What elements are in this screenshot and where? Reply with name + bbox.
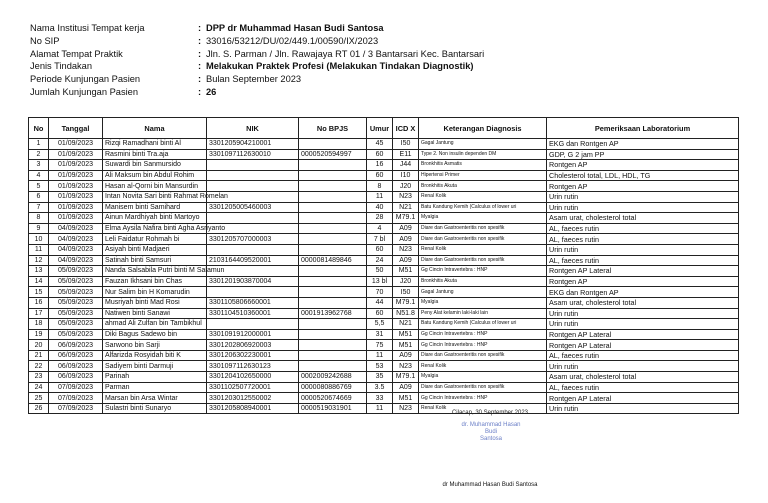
table-cell: 3301201903870004	[207, 276, 299, 287]
table-cell: Diare dan Gastroenteritis non spesifik	[419, 350, 547, 361]
table-cell: Asam urat, cholesterol total	[547, 213, 739, 224]
table-cell	[299, 297, 367, 308]
table-cell: 44	[367, 297, 393, 308]
table-cell: Bronkhitis Akuta	[419, 276, 547, 287]
table-cell: Rizqi Ramadhani binti Al	[103, 139, 207, 150]
table-cell	[207, 319, 299, 330]
table-cell: A09	[393, 223, 419, 234]
header-row	[30, 73, 484, 86]
table-cell: N21	[393, 319, 419, 330]
column-header: Nama	[103, 118, 207, 139]
table-row	[29, 234, 739, 245]
table-row	[29, 202, 739, 213]
table-cell: Fauzan Ikhsani bin Chas	[103, 276, 207, 287]
header-label: Jenis Tindakan	[30, 61, 93, 72]
table-cell: M79.1	[393, 213, 419, 224]
column-header: ICD X	[393, 118, 419, 139]
column-header: Keterangan Diagnosis	[419, 118, 547, 139]
header-row	[30, 35, 484, 48]
table-cell: 26	[29, 403, 49, 414]
table-cell: 07/09/2023	[49, 382, 103, 393]
table-cell: Rontgen AP Lateral	[547, 329, 739, 340]
table-cell: 05/09/2023	[49, 297, 103, 308]
column-header: NIK	[207, 118, 299, 139]
table-cell: 11	[367, 350, 393, 361]
table-cell: Manisem binti Samihard	[103, 202, 207, 213]
table-row	[29, 213, 739, 224]
table-cell	[299, 350, 367, 361]
table-cell	[299, 234, 367, 245]
table-cell: 24	[367, 255, 393, 266]
table-cell: 33	[367, 393, 393, 404]
table-cell: 1	[29, 139, 49, 150]
table-cell: 60	[367, 308, 393, 319]
table-cell: Gg Cincin Intravertebra : HNP	[419, 340, 547, 351]
table-cell: Ali Maksum bin Abdul Rohim	[103, 170, 207, 181]
table-cell	[299, 329, 367, 340]
table-cell: EKG dan Rontgen AP	[547, 139, 739, 150]
header-label: Alamat Tempat Praktik	[30, 48, 123, 59]
table-cell: N23	[393, 244, 419, 255]
table-row	[29, 276, 739, 287]
table-cell: 06/09/2023	[49, 350, 103, 361]
table-cell: 12	[29, 255, 49, 266]
table-cell: Alfarizda Rosyidah biti K	[103, 350, 207, 361]
table-cell: 50	[367, 266, 393, 277]
table-cell: N23	[393, 361, 419, 372]
table-row	[29, 191, 739, 202]
table-cell: 31	[367, 329, 393, 340]
table-cell	[299, 170, 367, 181]
table-cell: 06/09/2023	[49, 361, 103, 372]
header-row	[30, 48, 484, 61]
table-cell: 16	[29, 297, 49, 308]
table-cell: 3301105806660001	[207, 297, 299, 308]
table-cell: 53	[367, 361, 393, 372]
table-cell: Rontgen AP	[547, 276, 739, 287]
table-cell	[299, 139, 367, 150]
table-cell: 01/09/2023	[49, 202, 103, 213]
table-cell: Diare dan Gastroenteritis non spesifik	[419, 223, 547, 234]
table-cell: N23	[393, 191, 419, 202]
table-header-row	[29, 118, 739, 139]
table-cell: 3.5	[367, 382, 393, 393]
table-cell: Gagal Jantung	[419, 139, 547, 150]
table-cell: 9	[29, 223, 49, 234]
table-row	[29, 350, 739, 361]
table-cell: Sarwono bin Sarji	[103, 340, 207, 351]
table-cell	[207, 287, 299, 298]
table-body	[29, 139, 739, 414]
table-cell: Natiwen binti Sanawi	[103, 308, 207, 319]
table-cell: M51	[393, 266, 419, 277]
table-cell: AL, faeces rutin	[547, 234, 739, 245]
table-cell: 18	[29, 319, 49, 330]
header-value: 26	[206, 86, 217, 97]
table-cell: Gg Cincin Intravertebra : HNP	[419, 393, 547, 404]
table-cell	[207, 160, 299, 171]
table-row	[29, 297, 739, 308]
stamp-line-2: Santosa	[479, 436, 503, 442]
table-cell: A09	[393, 382, 419, 393]
header-label: Jumlah Kunjungan Pasien	[30, 86, 139, 97]
table-cell: 3301097112630010	[207, 149, 299, 160]
table-cell: Asam urat, cholesterol total	[547, 297, 739, 308]
table-cell: 05/09/2023	[49, 276, 103, 287]
table-cell: 13 bl	[367, 276, 393, 287]
table-cell: 16	[367, 160, 393, 171]
table-cell: 14	[29, 276, 49, 287]
table-cell: E11	[393, 149, 419, 160]
table-cell: Intan Novita Sari binti Rahmat Romelan	[103, 191, 207, 202]
table-cell: 0000080886769	[299, 382, 367, 393]
table-row	[29, 139, 739, 150]
table-cell: Urin rutin	[547, 361, 739, 372]
table-cell: AL, faeces rutin	[547, 350, 739, 361]
table-cell: 70	[367, 287, 393, 298]
table-cell: 11	[29, 244, 49, 255]
table-cell	[299, 191, 367, 202]
table-cell	[207, 170, 299, 181]
table-cell: Satinah binti Samsuri	[103, 255, 207, 266]
table-cell: Parinah	[103, 372, 207, 383]
table-cell: GDP, G 2 jam PP	[547, 149, 739, 160]
table-cell	[299, 160, 367, 171]
table-cell: Musriyah binti Mad Rosi	[103, 297, 207, 308]
table-cell: 07/09/2023	[49, 393, 103, 404]
table-cell: 7 bl	[367, 234, 393, 245]
table-cell: Type 2. Non insulin dependen DM	[419, 149, 547, 160]
table-cell: A09	[393, 350, 419, 361]
table-cell	[207, 213, 299, 224]
column-header: Pemeriksaan Laboratorium	[547, 118, 739, 139]
table-cell: 3301205808940001	[207, 403, 299, 414]
table-cell: M79.1	[393, 372, 419, 383]
table-cell: 21	[29, 350, 49, 361]
table-cell	[299, 361, 367, 372]
column-header: No BPJS	[299, 118, 367, 139]
document-header	[30, 22, 484, 99]
table-cell: M51	[393, 329, 419, 340]
table-cell: 0000081489846	[299, 255, 367, 266]
table-cell: Renal Kolik	[419, 403, 547, 414]
table-cell: 22	[29, 361, 49, 372]
table-cell: 04/09/2023	[49, 223, 103, 234]
table-cell	[299, 276, 367, 287]
table-cell: Diare dan Gastroenteritis non spesifik	[419, 255, 547, 266]
table-cell: 28	[367, 213, 393, 224]
table-row	[29, 170, 739, 181]
table-cell: Ainun Mardhiyah binti Martoyo	[103, 213, 207, 224]
table-cell: Urin rutin	[547, 191, 739, 202]
table-cell: EKG dan Rontgen AP	[547, 287, 739, 298]
table-row	[29, 372, 739, 383]
table-cell: 04/09/2023	[49, 255, 103, 266]
table-cell: 3301205005460003	[207, 202, 299, 213]
signature-stamp	[458, 422, 524, 452]
table-cell: AL, faeces rutin	[547, 255, 739, 266]
table-row	[29, 181, 739, 192]
table-cell: 3301091912000001	[207, 329, 299, 340]
table-cell: ahmad Ali Zulfan bin Tambikhul	[103, 319, 207, 330]
table-cell: Gagal Jantung	[419, 287, 547, 298]
table-row	[29, 403, 739, 414]
signature-name: dr Muhammad Hasan Budi Santosa	[442, 482, 538, 488]
table-cell: 05/09/2023	[49, 266, 103, 277]
table-cell: 45	[367, 139, 393, 150]
header-value: Bulan September 2023	[206, 74, 302, 85]
table-cell: 15	[29, 287, 49, 298]
table-cell	[299, 340, 367, 351]
table-cell: Leli Faidatur Rohmah bi	[103, 234, 207, 245]
table-cell: 3301104510360001	[207, 308, 299, 319]
column-header: Umur	[367, 118, 393, 139]
table-cell: Rontgen AP	[547, 160, 739, 171]
table-cell: Peny Alat kelamin laki-laki lain	[419, 308, 547, 319]
table-cell: Urin rutin	[547, 319, 739, 330]
table-cell: Marsan bin Arsa Wintar	[103, 393, 207, 404]
table-cell: 05/09/2023	[49, 287, 103, 298]
table-row	[29, 149, 739, 160]
table-cell: 10	[29, 234, 49, 245]
table-cell: 75	[367, 340, 393, 351]
table-cell: N23	[393, 403, 419, 414]
table-cell: AL, faeces rutin	[547, 382, 739, 393]
header-row	[30, 60, 484, 73]
table-cell	[299, 287, 367, 298]
table-cell: 4	[367, 223, 393, 234]
table-cell: 0000519031901	[299, 403, 367, 414]
table-cell: Gg Cincin Intravertebra : HNP	[419, 266, 547, 277]
table-row	[29, 308, 739, 319]
table-cell: 13	[29, 266, 49, 277]
table-cell: Cholesterol total, LDL, HDL, TG	[547, 170, 739, 181]
table-cell: Urin rutin	[547, 308, 739, 319]
table-cell: Myalgia	[419, 297, 547, 308]
table-row	[29, 244, 739, 255]
table-cell: 60	[367, 170, 393, 181]
table-cell: Batu Kandung Kemih (Calculus of lower uri	[419, 202, 547, 213]
table-cell: 2103164409520001	[207, 255, 299, 266]
table-cell: 01/09/2023	[49, 170, 103, 181]
table-row	[29, 340, 739, 351]
table-cell: Myalgia	[419, 372, 547, 383]
patient-visit-table	[28, 117, 739, 414]
table-cell: Diare dan Gastroenteritis non spesifik	[419, 382, 547, 393]
table-cell: 40	[367, 202, 393, 213]
table-cell: 06/09/2023	[49, 340, 103, 351]
table-cell: 01/09/2023	[49, 160, 103, 171]
table-cell: Renal Kolik	[419, 191, 547, 202]
table-cell: 04/09/2023	[49, 244, 103, 255]
table-cell: A09	[393, 255, 419, 266]
table-cell: I50	[393, 287, 419, 298]
header-value: 33016/53212/DU/02/449.1/00590/IX/2023	[206, 35, 379, 46]
table-cell: Sadiyem binti Darmuji	[103, 361, 207, 372]
table-cell: 17	[29, 308, 49, 319]
header-row	[30, 86, 484, 99]
table-cell: Urin rutin	[547, 403, 739, 414]
table-cell: Suwardi bin Sanmursido	[103, 160, 207, 171]
table-cell: Batu Kandung Kemih (Calculus of lower uri	[419, 319, 547, 330]
table-cell: 07/09/2023	[49, 403, 103, 414]
table-cell: 6	[29, 191, 49, 202]
table-cell	[299, 213, 367, 224]
header-row	[30, 22, 484, 35]
table-cell: M51	[393, 393, 419, 404]
table-row	[29, 287, 739, 298]
table-cell: Diki Bagus Sadewo bin	[103, 329, 207, 340]
table-row	[29, 329, 739, 340]
table-cell: M79.1	[393, 297, 419, 308]
header-value: Jln. S. Parman / Jln. Rawajaya RT 01 / 3 Bantarsari Kec. Bantarsari	[206, 48, 485, 59]
column-header: Tanggal	[49, 118, 103, 139]
table-cell: Rasmini binti Tra.aja	[103, 149, 207, 160]
table-cell	[299, 319, 367, 330]
table-cell: Hipertensi Primer	[419, 170, 547, 181]
table-cell: M51	[393, 340, 419, 351]
table-cell: 05/09/2023	[49, 308, 103, 319]
table-cell: Bronkhitis Asmatis	[419, 160, 547, 171]
table-cell: 3	[29, 160, 49, 171]
table-cell: 3301205904210001	[207, 139, 299, 150]
table-cell	[207, 181, 299, 192]
table-cell: Asam urat, cholesterol total	[547, 372, 739, 383]
table-cell: N51.8	[393, 308, 419, 319]
table-cell: Urin rutin	[547, 202, 739, 213]
table-cell: 3301205707000003	[207, 234, 299, 245]
table-cell: 7	[29, 202, 49, 213]
table-cell: 60	[367, 244, 393, 255]
table-cell	[299, 244, 367, 255]
table-cell: N21	[393, 202, 419, 213]
table-cell: AL, faeces rutin	[547, 223, 739, 234]
table-cell: 01/09/2023	[49, 191, 103, 202]
header-colon: :	[198, 61, 202, 72]
table-row	[29, 266, 739, 277]
table-cell	[299, 181, 367, 192]
table-cell: 0000520594997	[299, 149, 367, 160]
table-cell: I50	[393, 139, 419, 150]
table-cell: 05/09/2023	[49, 329, 103, 340]
table-cell: J20	[393, 276, 419, 287]
table-cell: 3301097112630123	[207, 361, 299, 372]
table-cell: 2	[29, 149, 49, 160]
table-cell: Urin rutin	[547, 244, 739, 255]
table-cell: Renal Kolik	[419, 361, 547, 372]
table-cell: 25	[29, 393, 49, 404]
table-cell: 3301102507720001	[207, 382, 299, 393]
signature-place-date: Cilacap, 30 September 2023	[451, 410, 529, 416]
header-label: Periode Kunjungan Pasien	[30, 74, 141, 85]
table-cell: Nanda Salsabila Putri binti M Salamun	[103, 266, 207, 277]
header-colon: :	[198, 86, 202, 97]
table-cell: 06/09/2023	[49, 372, 103, 383]
table-cell: 4	[29, 170, 49, 181]
stamp-line-1: dr. Muhammad Hasan Budi	[461, 422, 521, 435]
table-cell: 3301204102650000	[207, 372, 299, 383]
table-cell: 23	[29, 372, 49, 383]
header-label: No SIP	[30, 35, 60, 46]
table-cell: 8	[367, 181, 393, 192]
table-cell: Nur Salim bin H Komarudin	[103, 287, 207, 298]
header-colon: :	[198, 48, 202, 59]
table-row	[29, 160, 739, 171]
table-row	[29, 382, 739, 393]
header-colon: :	[198, 74, 202, 85]
table-cell: Asiyah binti Madjaeri	[103, 244, 207, 255]
table-cell: 5,5	[367, 319, 393, 330]
table-cell: Bronkhitis Akuta	[419, 181, 547, 192]
table-cell: Myalgia	[419, 213, 547, 224]
table-row	[29, 319, 739, 330]
table-cell: 01/09/2023	[49, 139, 103, 150]
table-cell: 0000520674669	[299, 393, 367, 404]
table-cell: Hasan al-Qorni bin Mansurdin	[103, 181, 207, 192]
table-cell: Parman	[103, 382, 207, 393]
table-cell	[299, 223, 367, 234]
table-cell: Renal Kolik	[419, 244, 547, 255]
table-cell: Rontgen AP	[547, 181, 739, 192]
table-cell	[207, 244, 299, 255]
table-cell: A09	[393, 234, 419, 245]
table-cell: Rontgen AP Lateral	[547, 266, 739, 277]
table-row	[29, 361, 739, 372]
table-cell: 04/09/2023	[49, 234, 103, 245]
table-cell: Rontgen AP Lateral	[547, 340, 739, 351]
table-cell	[299, 266, 367, 277]
table-cell: 0002009242688	[299, 372, 367, 383]
table-row	[29, 255, 739, 266]
table-cell: 20	[29, 340, 49, 351]
table-cell: 3301203012550002	[207, 393, 299, 404]
header-colon: :	[198, 23, 202, 33]
table-cell: 3301202806920003	[207, 340, 299, 351]
table-cell: Sulastri binti Sunaryo	[103, 403, 207, 414]
table-cell: 01/09/2023	[49, 149, 103, 160]
table-cell: I10	[393, 170, 419, 181]
column-header: No	[29, 118, 49, 139]
table-cell: 01/09/2023	[49, 181, 103, 192]
table-cell: 11	[367, 403, 393, 414]
table-cell: Rontgen AP Lateral	[547, 393, 739, 404]
table-cell: 19	[29, 329, 49, 340]
header-label: Nama Institusi Tempat kerja	[30, 23, 145, 33]
table-cell: 11	[367, 191, 393, 202]
table-cell: J20	[393, 181, 419, 192]
table-cell: Gg Cincin Intravertebra : HNP	[419, 329, 547, 340]
table-cell: 05/09/2023	[49, 319, 103, 330]
table-cell: Diare dan Gastroenteritis non spesifik	[419, 234, 547, 245]
table-cell	[299, 202, 367, 213]
table-cell: 3301206302230001	[207, 350, 299, 361]
table-cell: J44	[393, 160, 419, 171]
header-colon: :	[198, 35, 202, 46]
table-cell: 01/09/2023	[49, 213, 103, 224]
header-value: DPP dr Muhammad Hasan Budi Santosa	[206, 23, 384, 33]
table-row	[29, 393, 739, 404]
table-cell: Elma Aysila Nafira binti Agha Asriyanto	[103, 223, 207, 234]
table-row	[29, 223, 739, 234]
header-value: Melakukan Praktek Profesi (Melakukan Tindakan Diagnostik)	[206, 61, 474, 72]
table-cell: 0001913962768	[299, 308, 367, 319]
table-cell: 35	[367, 372, 393, 383]
table-cell: 5	[29, 181, 49, 192]
table-cell: 60	[367, 149, 393, 160]
table-cell: 24	[29, 382, 49, 393]
table-cell: 8	[29, 213, 49, 224]
